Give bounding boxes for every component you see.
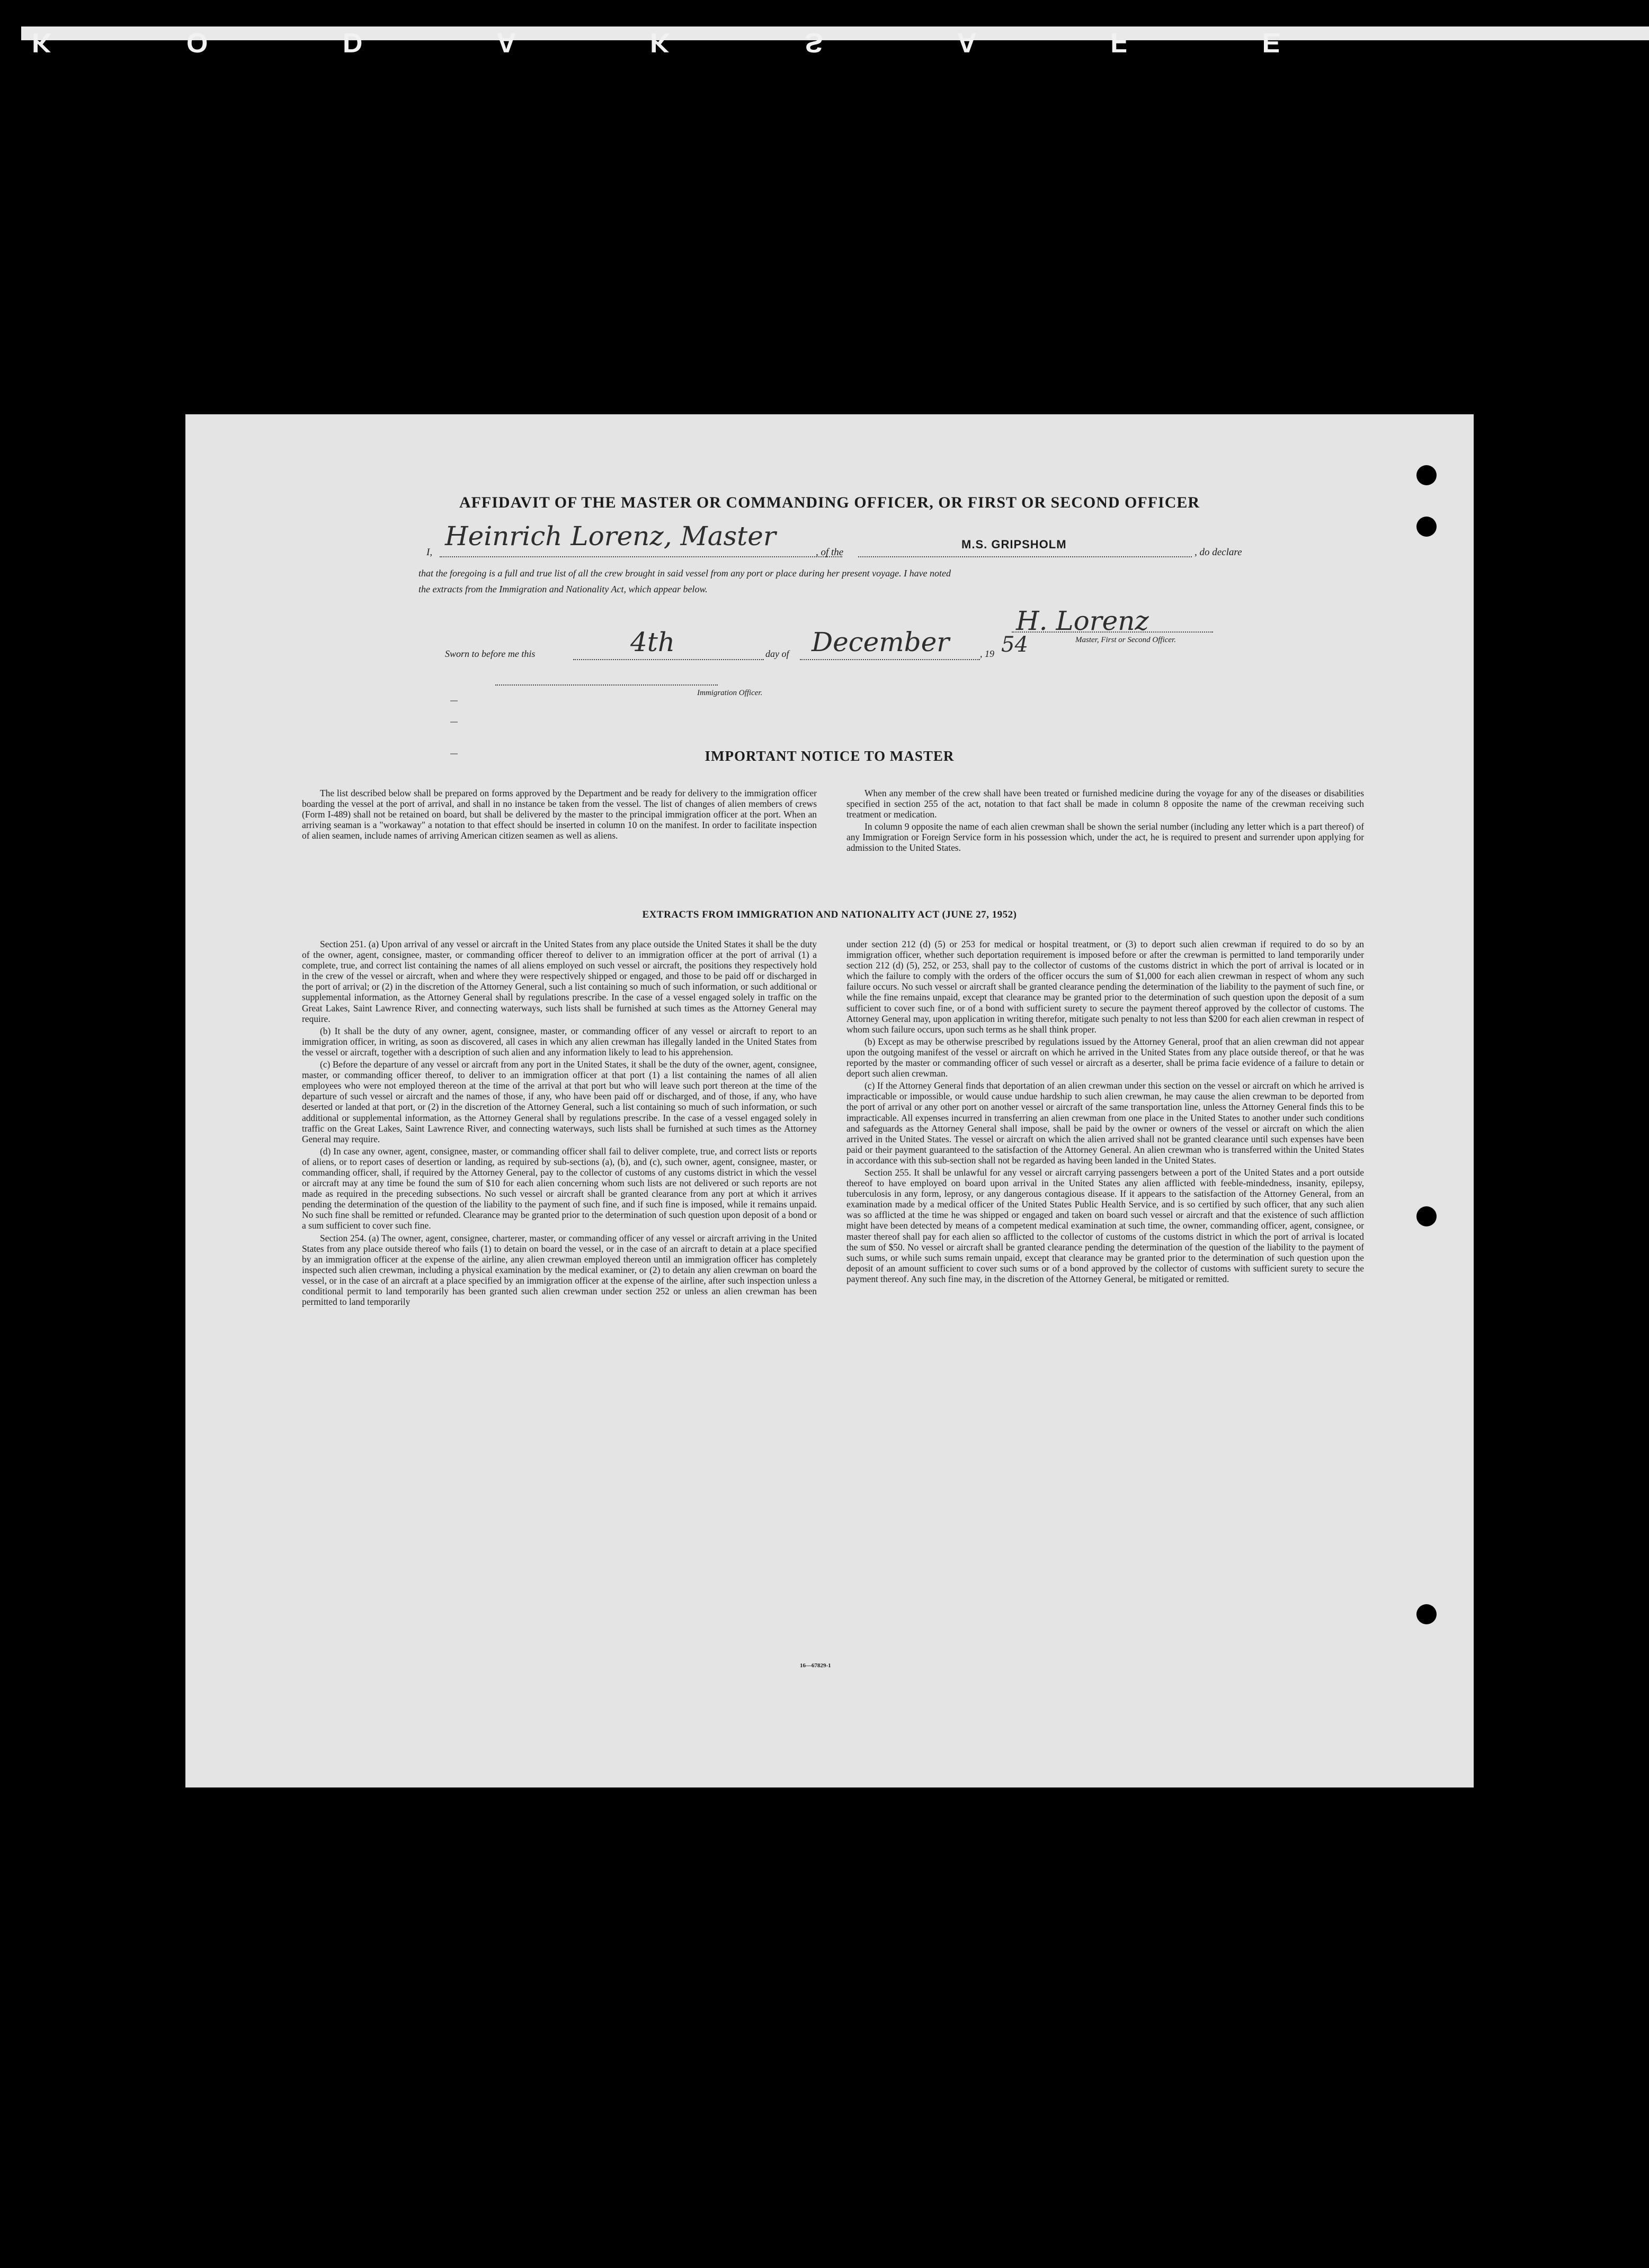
signature-handwriting: H. Lorenz xyxy=(1016,606,1149,636)
extract-section-254a-cont: under section 212 (d) (5) or 253 for medical or hospital treatment, or (3) to deport such alien crewman if required to do so by an immigration officer, whether such deportation requirement is imposed before or after the crewman is permitted to land temporarily under section 212 (d) (5), 252, or 253, shall pay to the collector of customs of the customs district in which the port of arrival is located or in which the failure to comply with the orders of the officer occurs the sum of $1,000 for each alien crewman in respect of whom any such failure occurs. No such vessel or aircraft shall be granted clearance pending the determination of the liability to the payment of such fine, or while the fine remains unpaid, except that clearance may be granted prior to the determination of such question upon the deposit of a sum sufficient to cover such fine, or of a bond with sufficient surety to secure the payment thereof approved by the collector of customs. The Attorney General may, upon application in writing therefor, mitigate such penalty to not less than $200 for each alien crewman in respect of whom such failure occurs, upon such terms as he shall think proper. xyxy=(846,939,1364,1035)
punch-hole-middle xyxy=(1416,1206,1437,1226)
declarant-line xyxy=(440,556,842,557)
affidavit-line-3: the extracts from the Immigration and Nationality Act, which appear below. xyxy=(418,584,708,594)
extracts-left-column xyxy=(302,939,817,1309)
extracts-title: EXTRACTS FROM IMMIGRATION AND NATIONALITY ACT (JUNE 27, 1952) xyxy=(642,909,1017,920)
year-handwriting: 54 xyxy=(1001,633,1028,657)
day-line xyxy=(573,659,764,660)
vessel-name: M.S. GRIPSHOLM xyxy=(961,538,1067,551)
officer-line xyxy=(495,684,718,686)
film-edge-code: K O D A K S A F E xyxy=(32,27,1344,58)
extract-section-254c: (c) If the Attorney General finds that deportation of an alien crewman under this section on the vessel or aircraft on which he arrived is impracticable or impossible, or would cause undue hardship to such alien crewman, he may cause the alien crewman to be deported from the port of arrival or any other port on another vessel or aircraft of the same transportation line, unless the Attorney General finds this to be impracticable. All expenses incurred in transferring an alien crewman from one place in the United States to another under such conditions and safeguards as the Attorney General shall impose, shall be paid by the owner or owners of the vessel or aircraft on which the alien arrived in the United States. The vessel or aircraft on which the alien arrived shall not be granted clearance until such expenses have been paid or their payment guaranteed to the satisfaction of the Attorney General. An alien crewman who is transferred within the United States in accordance with this sub-section shall not be regarded as having been landed in the United States. xyxy=(846,1080,1364,1166)
month-line xyxy=(800,659,980,660)
affidavit-i: I, xyxy=(426,547,433,558)
margin-dash xyxy=(450,722,458,723)
officer-caption: Immigration Officer. xyxy=(697,689,763,697)
form-code: 16—67829-1 xyxy=(800,1662,831,1669)
punch-hole-upper xyxy=(1416,517,1437,537)
extract-section-251c: (c) Before the departure of any vessel or aircraft from any port in the United States, it shall be the duty of the owner, agent, consignee, master, or commanding officer thereof, to deliver to an immigration officer at that port (1) a list containing the names of all alien employees who were not employed thereon at the time of the arrival at that port but who will leave such port thereon at the time of the departure of such vessel or aircraft and the names of those, if any, who have been paid off or discharged, and of those, if any, who have deserted or landed at that port, or (2) in the discretion of the Attorney General, such a list containing so much of such information, or such additional or supplemental information, as the Attorney General shall by regulations prescribe. In the case of a vessel engaged solely in traffic on the Great Lakes, Saint Lawrence River, and connecting waterways, such lists shall be furnished at such times as the Attorney General may require. xyxy=(302,1059,817,1144)
extract-section-251a: Section 251. (a) Upon arrival of any vessel or aircraft in the United States from any place outside the United States it shall be the duty of the owner, agent, consignee, master, or commanding officer thereof to deliver to an immigration officer at the port of arrival (1) a complete, true, and correct list containing the names of all aliens employed on such vessel or aircraft, the positions they respectively hold in the crew of the vessel or aircraft, when and where they were respectively shipped or engaged, and those to be paid off or discharged in the port of arrival; or (2) in the discretion of the Attorney General, such a list containing so much of such information, or such additional or supplemental information, as the Attorney General shall by regulations prescribe. In the case of a vessel engaged solely in traffic on the Great Lakes, Saint Lawrence River, and connecting waterways, such lists shall be furnished at such times as the Attorney General may require. xyxy=(302,939,817,1024)
margin-dash xyxy=(450,700,458,701)
extracts-right-column xyxy=(846,939,1364,1286)
year-prefix: , 19 xyxy=(980,648,994,659)
signature-line xyxy=(1012,632,1213,633)
affidavit-of-the: , of the xyxy=(816,547,844,558)
extract-section-251b: (b) It shall be the duty of any owner, agent, consignee, master, or commanding officer of any vessel or aircraft to report to an immigration officer, in writing, as soon as discovered, all cases in which any alien crewman has illegally landed in the United States from the vessel or aircraft, together with a description of such alien and any information likely to lead to his apprehension. xyxy=(302,1025,817,1057)
declarant-handwriting: Heinrich Lorenz, Master xyxy=(445,521,776,552)
master-caption: Master, First or Second Officer. xyxy=(1075,636,1176,644)
notice-right-text-1: When any member of the crew shall have been treated or furnished medicine during the voyage for any of the diseases or disabilities specified in section 255 of the act, notation to that fact shall be made in column 8 opposite the name of the crewman receiving such treatment or medication. xyxy=(846,788,1364,820)
notice-right-column xyxy=(846,788,1364,855)
notice-left-text: The list described below shall be prepared on forms approved by the Department and be ready for delivery to the immigration officer boarding the vessel at the port of arrival, and shall in no instance be taken from the vessel. The list of changes of alien members of crews (Form I-489) shall not be retained on board, but shall be delivered by the master to the principal immigration officer at the port. When an arriving seaman is a "workaway" a notation to that effect should be inserted in column 10 on the manifest. In order to facilitate inspection of alien seamen, include names of arriving American citizen seamen as well as aliens. xyxy=(302,788,817,841)
day-of-label: day of xyxy=(765,648,789,659)
extract-section-251d: (d) In case any owner, agent, consignee, master, or commanding officer shall fail to deliver complete, true, and correct lists or reports of aliens, or to report cases of desertion or landing, as required by sub-sections (a), (b), and (c), such owner, agent, consignee, master, or commanding officer, shall, if required by the Attorney General, pay to the collector of customs of any customs district in which the vessel or aircraft may at any time be found the sum of $10 for each alien concerning whom such lists are not delivered or such reports are not made as required in the preceding subsections. No such vessel or aircraft shall be granted clearance from any port at which it arrives pending the determination of the question of the liability to the payment of such fine, and if such fine is imposed, while it remains unpaid. No such fine shall be remitted or refunded. Clearance may be granted prior to the determination of such question upon deposit of a bond or a sum sufficient to cover such fine. xyxy=(302,1145,817,1231)
punch-hole-top xyxy=(1416,465,1437,485)
document-page xyxy=(185,414,1474,1787)
extract-section-255: Section 255. It shall be unlawful for any vessel or aircraft carrying passengers between a port of the United States and a port outside thereof to have employed on board upon arrival in the United States any alien afflicted with feeble-mindedness, insanity, epilepsy, tuberculosis in any form, leprosy, or any dangerous contagious disease. If it appears to the satisfaction of the Attorney General, from an examination made by a medical officer of the United States Public Health Service, and is so certified by such officer, that any such alien was so afflicted at the time he was shipped or engaged and taken on board such vessel or aircraft and that the existence of such affliction might have been detected by means of a competent medical examination at such time, the owner, commanding officer, agent, consignee, or master thereof shall pay for each alien so afflicted to the collector of customs of the customs district in which the port of arrival is located the sum of $50. No vessel or aircraft shall be granted clearance pending the determination of the question of the liability to the payment of such sums, or while such sums remain unpaid, except that clearance may be granted prior to the determination of such question upon the deposit of an amount sufficient to cover such sums or of a bond approved by the collector of customs with sufficient surety to secure the payment thereof. Any such fine may, in the discretion of the Attorney General, be mitigated or remitted. xyxy=(846,1167,1364,1284)
affidavit-do-declare: , do declare xyxy=(1195,547,1242,558)
affidavit-title: AFFIDAVIT OF THE MASTER OR COMMANDING OFFICER, OR FIRST OR SECOND OFFICER xyxy=(459,494,1200,511)
extract-section-254b: (b) Except as may be otherwise prescribed by regulations issued by the Attorney General, proof that an alien crewman did not appear upon the outgoing manifest of the vessel or aircraft on which he arrived in the United States from any place outside thereof, or that he was reported by the master or commanding officer of such vessel or aircraft as a deserter, shall be prima facie evidence of a failure to detain or deport such alien crewman. xyxy=(846,1036,1364,1079)
sworn-label: Sworn to before me this xyxy=(445,648,536,659)
vessel-line xyxy=(858,556,1192,557)
month-handwriting: December xyxy=(812,627,950,657)
extract-section-254a: Section 254. (a) The owner, agent, consignee, charterer, master, or commanding officer of any vessel or aircraft arriving in the United States from any place outside thereof who fails (1) to detain on board the vessel, or in the case of an aircraft to detain at a place specified by an immigration officer at the expense of the airline, any alien crewman employed thereon until an immigration officer has completely inspected such alien crewman, including a physical examination by the medical examiner, or (2) to detain any alien crewman on board the vessel, or in the case of an aircraft at a place specified by an immigration officer at the expense of the airline, after such inspection unless a conditional permit to land temporarily has been granted such alien crewman under section 252 or unless an alien crewman has been permitted to land temporarily xyxy=(302,1232,817,1308)
notice-title: IMPORTANT NOTICE TO MASTER xyxy=(705,748,955,764)
notice-left-paragraph xyxy=(302,788,817,842)
notice-right-text-2: In column 9 opposite the name of each alien crewman shall be shown the serial number (including any letter which is a part thereof) of any Immigration or Foreign Service form in his possession which, under the act, he is required to present and surrender upon applying for admission to the United States. xyxy=(846,821,1364,853)
punch-hole-bottom xyxy=(1416,1604,1437,1624)
affidavit-line-2: that the foregoing is a full and true list of all the crew brought in said vessel from any port or place during her present voyage. I have noted xyxy=(418,568,951,579)
day-handwriting: 4th xyxy=(630,627,675,657)
